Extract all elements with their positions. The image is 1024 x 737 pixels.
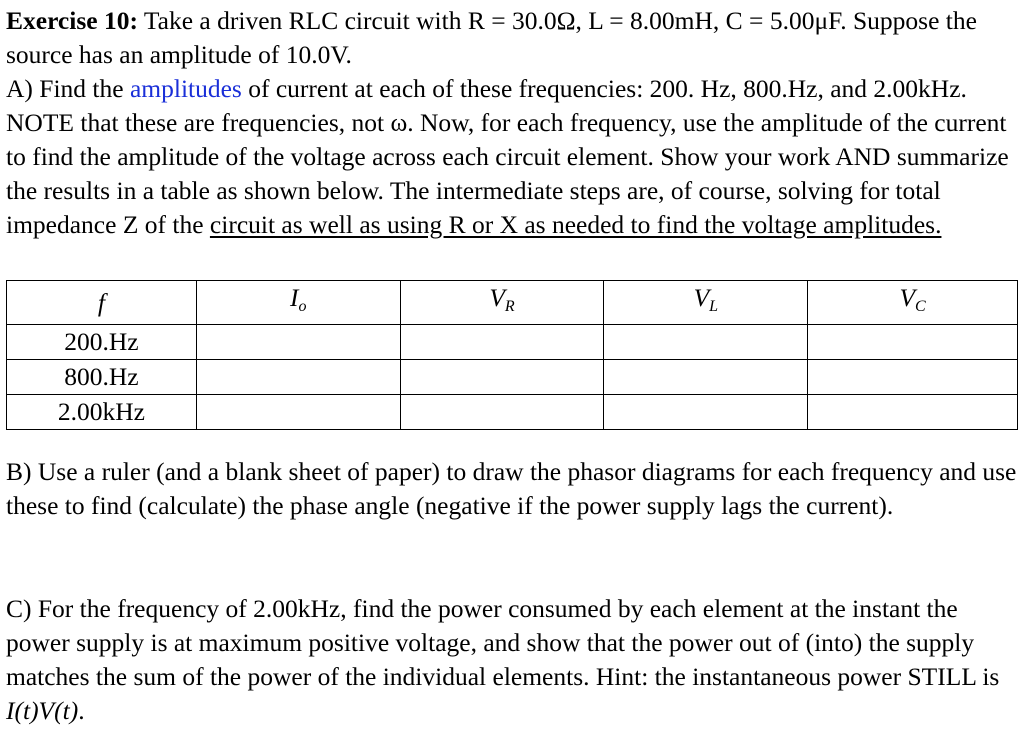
power-formula: I(t)V(t) [6, 696, 79, 725]
part-c-text [6, 592, 1018, 728]
row-frequency-label: 200.Hz [7, 325, 197, 360]
header-current-amplitude: $I_o$ [196, 281, 400, 325]
exercise-intro [6, 4, 1018, 72]
table-row [7, 360, 1018, 395]
answer-cell[interactable] [400, 395, 604, 430]
answer-cell[interactable] [196, 395, 400, 430]
part-a-last-line: circuit as well as using R or X as needed to find the voltage amplitudes. [209, 210, 942, 239]
header-voltage-resistor: $V_R$ [400, 281, 604, 325]
answer-cell[interactable] [808, 360, 1018, 395]
part-a-body: of current at each of these frequencies: 200. Hz, 800.Hz, and 2.00kHz. NOTE that these are frequencies, not ω. Now, for each frequency, use the amplitude of the current to find the amplitude of the voltage across each circuit element. Show your work AND summarize the results in a table as shown below. The intermediate steps are, of course, solving for total impedance Z of the [6, 74, 1009, 239]
amplitudes-link[interactable]: amplitudes [129, 74, 242, 103]
answer-cell[interactable] [400, 325, 604, 360]
answer-cell[interactable] [604, 395, 808, 430]
header-frequency: f [7, 281, 197, 325]
answer-cell[interactable] [808, 325, 1018, 360]
answer-cell[interactable] [604, 360, 808, 395]
answer-cell[interactable] [196, 360, 400, 395]
row-frequency-label: 2.00kHz [7, 395, 197, 430]
exercise-document [6, 4, 1018, 426]
answer-cell[interactable] [400, 360, 604, 395]
results-table [6, 280, 1018, 430]
part-b-text: B) Use a ruler (and a blank sheet of paper) to draw the phasor diagrams for each frequency and use these to find (calculate) the phase angle (negative if the power supply lags the current). [6, 457, 1017, 520]
exercise-label: Exercise 10: [6, 6, 138, 35]
table-row [7, 325, 1018, 360]
part-c-body: C) For the frequency of 2.00kHz, find the power consumed by each element at the instant the power supply is at maximum positive voltage, and show that the power out of (into) the supply matches the sum of the power of the individual elements. Hint: the instantaneous power STILL is [6, 594, 1000, 691]
part-c-end: . [78, 696, 85, 725]
row-frequency-label: 800.Hz [7, 360, 197, 395]
part-a-prefix: A) Find the [6, 74, 130, 103]
table-row [7, 395, 1018, 430]
table-header-row [7, 281, 1018, 325]
answer-cell[interactable] [808, 395, 1018, 430]
header-voltage-capacitor: $V_C$ [808, 281, 1018, 325]
header-voltage-inductor: $V_L$ [604, 281, 808, 325]
exercise-intro-text: Take a driven RLC circuit with R = 30.0Ω, L = 8.00mH, C = 5.00μF. Suppose the source has an amplitude of 10.0V. [6, 6, 977, 69]
answer-cell[interactable] [196, 325, 400, 360]
part-a-text [6, 72, 1018, 242]
answer-cell[interactable] [604, 325, 808, 360]
